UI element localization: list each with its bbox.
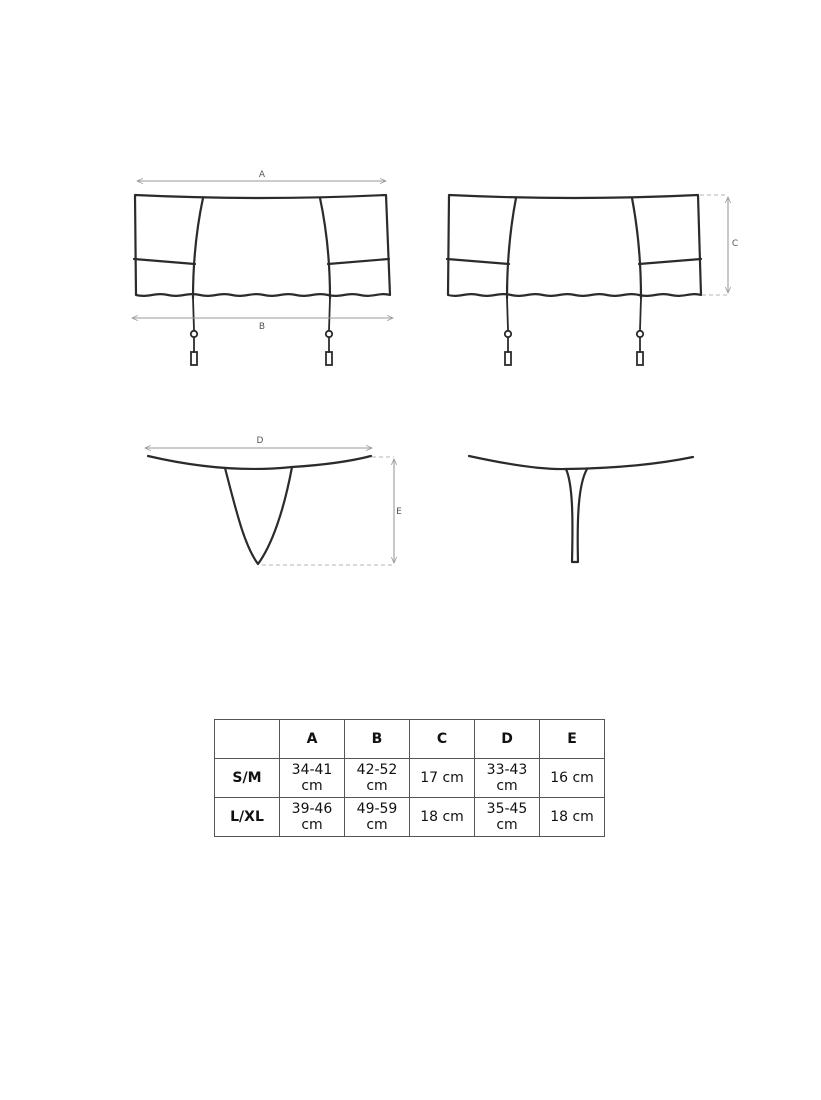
table-cell: 33-43 cm bbox=[475, 759, 540, 798]
table-cell: 17 cm bbox=[410, 759, 475, 798]
table-cell: 18 cm bbox=[410, 798, 475, 837]
dimension-b-label: B bbox=[258, 322, 266, 332]
garter-belt-back bbox=[447, 195, 701, 365]
dimension-d bbox=[145, 436, 372, 448]
dimension-e-label: E bbox=[396, 507, 402, 517]
table-cell: 34-41 cm bbox=[280, 759, 345, 798]
dimension-b bbox=[132, 318, 393, 332]
thong-back-string bbox=[566, 469, 587, 562]
dimension-c-label: C bbox=[731, 239, 739, 249]
table-cell: 35-45 cm bbox=[475, 798, 540, 837]
dimension-c bbox=[700, 195, 738, 295]
garter-belt-front-outline bbox=[135, 195, 390, 296]
column-header-a: A bbox=[280, 720, 345, 759]
size-table-corner bbox=[215, 720, 280, 759]
dimension-a-label: A bbox=[258, 170, 266, 180]
thong-back bbox=[469, 456, 693, 562]
table-cell: 39-46 cm bbox=[280, 798, 345, 837]
row-header-size: L/XL bbox=[215, 798, 280, 837]
dimension-a bbox=[137, 170, 386, 181]
size-table-header-row bbox=[215, 720, 605, 759]
table-cell: 16 cm bbox=[540, 759, 605, 798]
table-cell: 49-59 cm bbox=[345, 798, 410, 837]
table-cell: 42-52 cm bbox=[345, 759, 410, 798]
dimension-d-label: D bbox=[256, 436, 264, 446]
dimension-e bbox=[262, 457, 402, 565]
thong-front bbox=[148, 456, 371, 564]
row-header-size: S/M bbox=[215, 759, 280, 798]
column-header-b: B bbox=[345, 720, 410, 759]
table-row bbox=[215, 798, 605, 837]
garter-belt-back-outline bbox=[448, 195, 701, 296]
column-header-d: D bbox=[475, 720, 540, 759]
garter-belt-front bbox=[134, 195, 390, 365]
column-header-c: C bbox=[410, 720, 475, 759]
column-header-e: E bbox=[540, 720, 605, 759]
size-table bbox=[214, 719, 605, 837]
table-cell: 18 cm bbox=[540, 798, 605, 837]
thong-front-pouch bbox=[225, 467, 292, 564]
table-row bbox=[215, 759, 605, 798]
